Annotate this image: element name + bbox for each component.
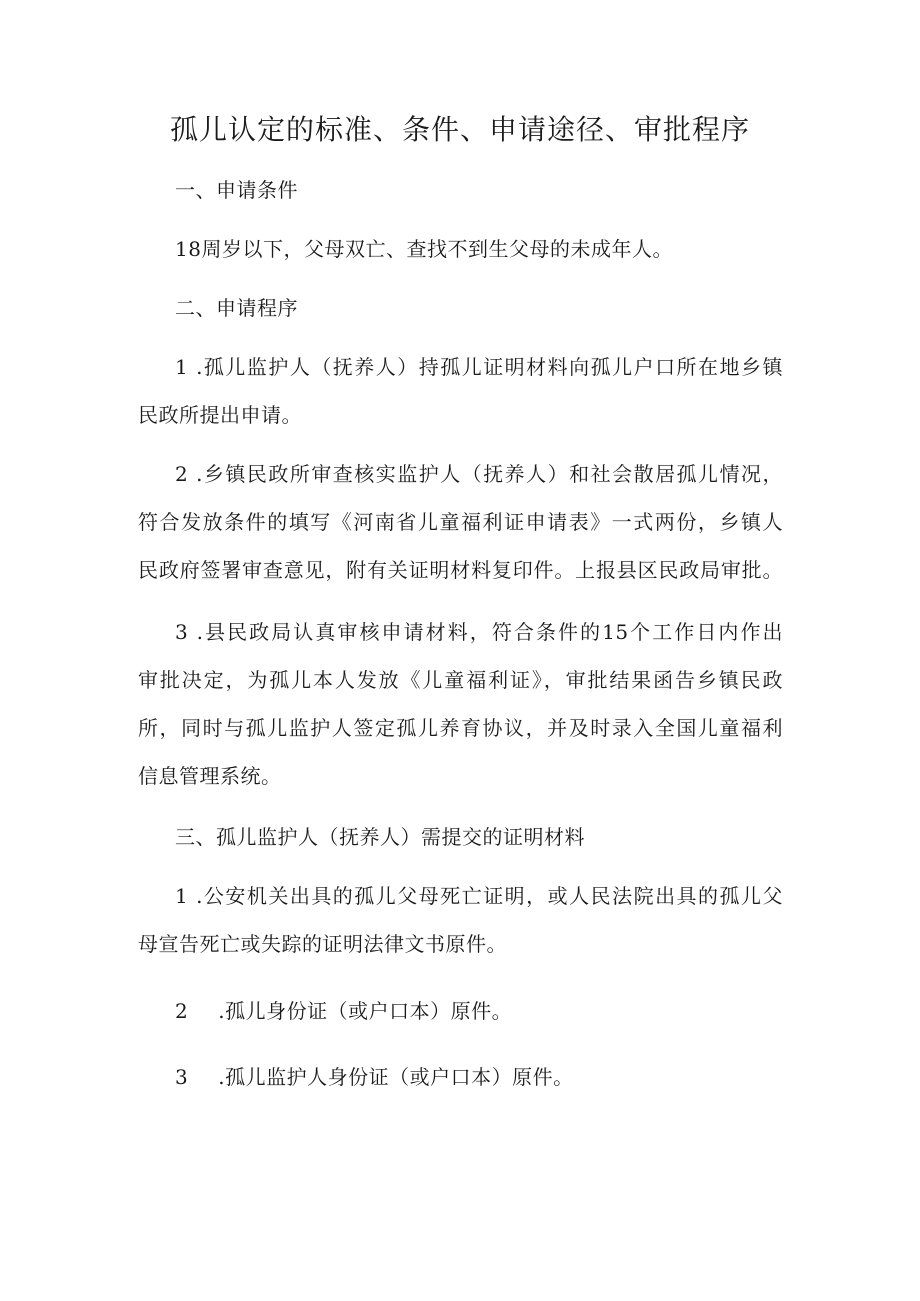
section-heading-conditions: 一、申请条件 [175, 178, 298, 202]
conditions-text: 18周岁以下，父母双亡、查找不到生父母的未成年人。 [175, 237, 673, 261]
procedure-item-2-line-3: 民政府签署审查意见，附有关证明材料复印件。上报县区民政局审批。 [138, 558, 783, 582]
procedure-item-3-line-1: 3 .县民政局认真审核申请材料，符合条件的15个工作日内作出 [175, 620, 783, 644]
procedure-item-1-line-1: 1 .孤儿监护人（抚养人）持孤儿证明材料向孤儿户口所在地乡镇 [175, 355, 783, 379]
procedure-item-2-line-1: 2 .乡镇民政所审查核实监护人（抚养人）和社会散居孤儿情况， [175, 462, 783, 486]
procedure-item-2-line-2: 符合发放条件的填写《河南省儿童福利证申请表》一式两份，乡镇人 [138, 510, 783, 534]
materials-item-1-line-1: 1 .公安机关出具的孤儿父母死亡证明，或人民法院出具的孤儿父 [175, 884, 783, 908]
procedure-item-1-line-2: 民政所提出申请。 [138, 403, 302, 427]
materials-item-3-number: 3 [175, 1065, 189, 1089]
section-heading-procedure: 二、申请程序 [175, 296, 298, 320]
materials-item-1-line-2: 母宣告死亡或失踪的证明法律文书原件。 [138, 932, 507, 956]
materials-item-2-number: 2 [175, 999, 189, 1023]
procedure-item-3-line-3: 所，同时与孤儿监护人签定孤儿养育协议，并及时录入全国儿童福利 [138, 716, 783, 740]
procedure-item-3-line-2: 审批决定，为孤儿本人发放《儿童福利证》，审批结果函告乡镇民政 [138, 668, 783, 692]
materials-item-3 [175, 1062, 574, 1092]
section-heading-materials: 三、孤儿监护人（抚养人）需提交的证明材料 [175, 825, 585, 849]
materials-item-2-text: .孤儿身份证（或户口本）原件。 [218, 999, 513, 1023]
document-title: 孤儿认定的标准、条件、申请途径、审批程序 [169, 113, 750, 146]
materials-item-2 [175, 996, 512, 1026]
procedure-item-3-line-4: 信息管理系统。 [138, 764, 282, 788]
materials-item-3-text: .孤儿监护人身份证（或户口本）原件。 [218, 1065, 574, 1089]
